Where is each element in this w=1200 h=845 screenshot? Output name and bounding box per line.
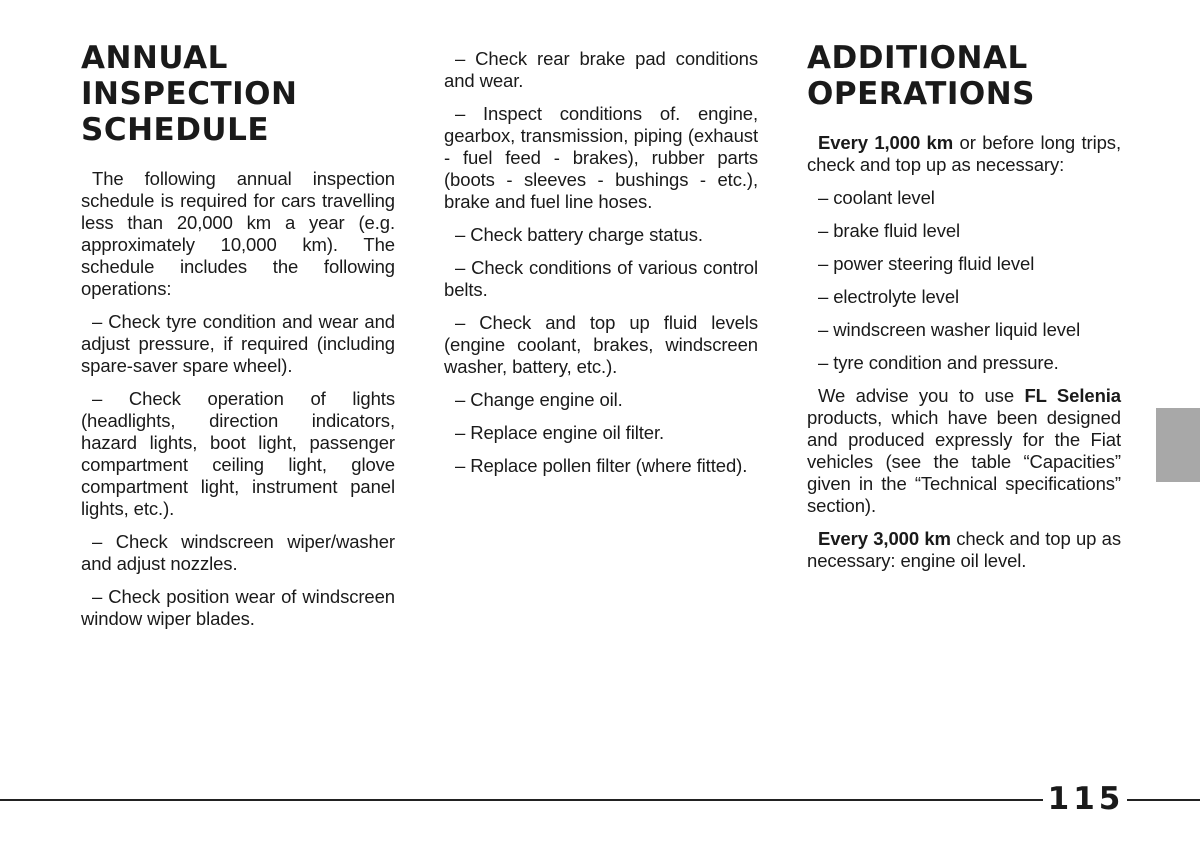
annual-inspection-heading <box>81 40 395 148</box>
fl-selenia-paragraph <box>807 385 1121 517</box>
check-item: – coolant level <box>818 187 935 208</box>
every-1000-km-paragraph <box>807 132 1121 176</box>
inspection-item: – Check conditions of various control belts. <box>444 257 758 300</box>
inspection-item: – Replace pollen filter (where fitted). <box>455 455 748 476</box>
inspection-item: – Replace engine oil filter. <box>455 422 665 443</box>
check-item: – power steering fluid level <box>818 253 1035 274</box>
section-thumb-tab <box>1156 408 1200 482</box>
inspection-item: – Check and top up fluid levels (engine coolant, brakes, windscreen washer, battery, etc.). <box>444 312 758 377</box>
inspection-item: – Check windscreen wiper/washer and adjust nozzles. <box>81 531 395 574</box>
annual-inspection-column <box>81 40 395 641</box>
brand-name: FL Selenia <box>1024 385 1122 406</box>
additional-operations-column <box>807 40 1121 583</box>
paragraph-text: check and top up as necessary: engine oil level. <box>807 528 1121 571</box>
heading-line: ADDITIONAL <box>807 40 1028 76</box>
check-item: – brake fluid level <box>818 220 961 241</box>
inspection-continued-column <box>444 48 758 488</box>
inspection-item: – Check position wear of windscreen window wiper blades. <box>81 586 395 629</box>
paragraph-text: We advise you to use <box>818 385 1025 406</box>
paragraph-text: products, which have been designed and produced expressly for the Fiat vehicles (see the table “Capacities” given in the “Technical specifications” section). <box>807 407 1121 516</box>
paragraph-text: or before long trips, check and top up as necessary: <box>807 132 1121 175</box>
inspection-item: – Check operation of lights (headlights, direction indicators, hazard lights, boot light, passenger compartment ceiling light, glove compartment light, instrument panel lights, etc.). <box>81 388 395 519</box>
inspection-item: – Change engine oil. <box>455 389 623 410</box>
inspection-item: – Check tyre condition and wear and adjust pressure, if required (including spare-saver spare wheel). <box>81 311 395 376</box>
check-item: – electrolyte level <box>818 286 960 307</box>
heading-line: ANNUAL <box>81 40 228 76</box>
interval-label: Every 3,000 km <box>818 528 951 549</box>
heading-line: SCHEDULE <box>81 112 270 148</box>
footer-rule <box>0 799 1043 801</box>
intro-paragraph: The following annual inspection schedule is required for cars travelling less than 20,000 km a year (e.g. approximately 10,000 km). The schedule includes the following operations: <box>81 168 395 299</box>
inspection-item: – Check rear brake pad conditions and wear. <box>444 48 758 91</box>
check-item: – tyre condition and pressure. <box>818 352 1059 373</box>
interval-label: Every 1,000 km <box>818 132 954 153</box>
inspection-item: – Inspect conditions of. engine, gearbox, transmission, piping (exhaust - fuel feed - brakes), rubber parts (boots - sleeves - bushings - etc.), brake and fuel line hoses. <box>444 103 758 212</box>
every-3000-km-paragraph <box>807 528 1121 572</box>
footer-rule <box>1127 799 1200 801</box>
heading-line: OPERATIONS <box>807 76 1036 112</box>
page-number: 115 <box>1047 781 1125 817</box>
check-item: – windscreen washer liquid level <box>818 319 1081 340</box>
inspection-item: – Check battery charge status. <box>455 224 703 245</box>
additional-operations-heading <box>807 40 1121 112</box>
heading-line: INSPECTION <box>81 76 298 112</box>
